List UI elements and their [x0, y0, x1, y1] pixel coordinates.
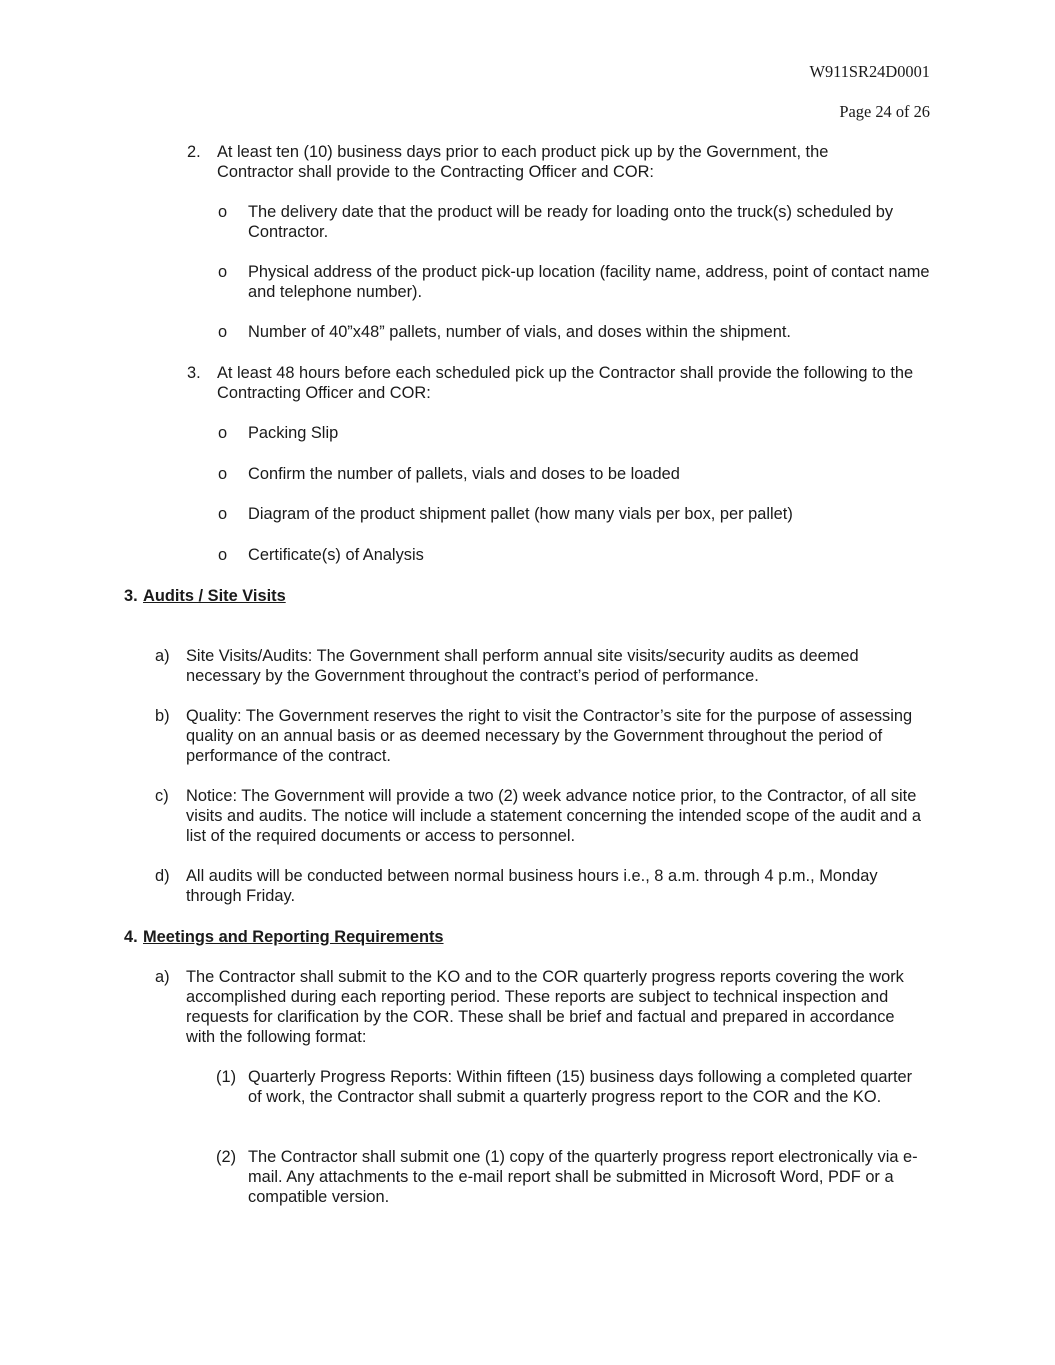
- sublist-text: The Contractor shall submit one (1) copy of the quarterly progress report electronically via e-mail. Any attachments to the e-mail report shall be submitted in Microsoft Word, PDF or a compatible version.: [248, 1148, 918, 1206]
- section-title: Audits / Site Visits: [143, 587, 286, 605]
- list-text: Notice: The Government will provide a two (2) week advance notice prior, to the Contractor, of all site visits and audits. The notice will include a statement concerning the intended scope of the audit and a list of the required documents or access to personnel.: [186, 787, 922, 845]
- document-number: W911SR24D0001: [809, 62, 930, 81]
- bullet-text: Diagram of the product shipment pallet (how many vials per box, per pallet): [248, 505, 793, 523]
- bullet-text: Certificate(s) of Analysis: [248, 546, 424, 564]
- item-text: At least ten (10) business days prior to each product pick up by the Government, the Contractor shall provide to the Contracting Officer and COR:: [217, 143, 829, 181]
- list-label: d): [155, 867, 170, 885]
- bullet-text: Physical address of the product pick-up location (facility name, address, point of contact name and telephone number).: [248, 263, 930, 301]
- item-number: 2.: [187, 143, 201, 161]
- bullet-text: Confirm the number of pallets, vials and doses to be loaded: [248, 465, 680, 483]
- bullet-glyph: o: [218, 323, 228, 341]
- list-text: Site Visits/Audits: The Government shall perform annual site visits/security audits as deemed necessary by the Government throughout the contract’s period of performance.: [186, 647, 859, 685]
- list-text: All audits will be conducted between normal business hours i.e., 8 a.m. through 4 p.m., Monday through Friday.: [186, 867, 878, 905]
- list-text: Quality: The Government reserves the right to visit the Contractor’s site for the purpose of assessing quality on an annual basis or as deemed necessary by the Government throughout the period of performance of the contract.: [186, 707, 913, 765]
- item-number: 3.: [187, 364, 201, 382]
- bullet-glyph: o: [218, 465, 228, 483]
- sublist-label: (2): [216, 1148, 237, 1166]
- item-text: At least 48 hours before each scheduled pick up the Contractor shall provide the following to the Contracting Officer and COR:: [217, 364, 914, 402]
- list-label: c): [155, 787, 169, 805]
- bullet-text: Packing Slip: [248, 424, 339, 442]
- bullet-text: The delivery date that the product will be ready for loading onto the truck(s) scheduled by Contractor.: [248, 203, 894, 241]
- bullet-glyph: o: [218, 203, 228, 221]
- bullet-glyph: o: [218, 424, 228, 442]
- list-label: a): [155, 968, 170, 986]
- page-number: Page 24 of 26: [839, 102, 930, 121]
- bullet-glyph: o: [218, 505, 228, 523]
- sublist-text: Quarterly Progress Reports: Within fifteen (15) business days following a completed quarter of work, the Contractor shall submit a quarterly progress report to the COR and the KO.: [248, 1068, 913, 1106]
- bullet-text: Number of 40”x48” pallets, number of vials, and doses within the shipment.: [248, 323, 791, 341]
- list-label: a): [155, 647, 170, 665]
- list-label: b): [155, 707, 170, 725]
- section-number: 4.: [124, 928, 138, 946]
- section-title: Meetings and Reporting Requirements: [143, 928, 444, 946]
- section-number: 3.: [124, 587, 138, 605]
- bullet-glyph: o: [218, 546, 228, 564]
- list-text: The Contractor shall submit to the KO and to the COR quarterly progress reports covering the work accomplished during each reporting period. These reports are subject to technical inspection and requests for clarification by the COR. These shall be brief and factual and prepared in accordance with the following format:: [186, 968, 904, 1046]
- bullet-glyph: o: [218, 263, 228, 281]
- sublist-label: (1): [216, 1068, 237, 1086]
